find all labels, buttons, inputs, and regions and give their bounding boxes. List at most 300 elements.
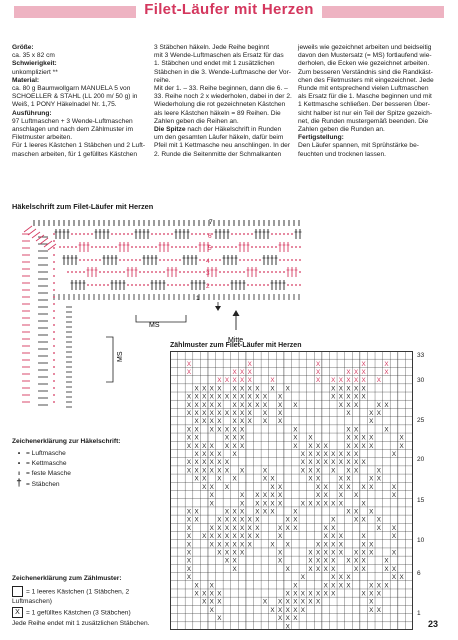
filled-square: X: [353, 508, 359, 516]
chain-mark: [223, 246, 225, 248]
filled-square: X: [353, 451, 359, 459]
chain-mark: [147, 246, 149, 248]
filled-square: X: [346, 434, 351, 442]
chain-mark: [79, 259, 81, 261]
filled-square: X: [209, 426, 214, 434]
filled-square: X: [217, 385, 222, 393]
filled-square: X: [399, 442, 404, 450]
chain-mark: [53, 282, 55, 284]
filled-square: X: [255, 500, 260, 508]
chain-mark: [243, 271, 245, 273]
chain-mark: [251, 259, 253, 261]
filled-square: X: [217, 533, 222, 541]
filled-square: X: [361, 434, 366, 442]
filled-square: X: [315, 590, 321, 598]
filled-square: X: [331, 582, 336, 590]
legend-item: [12, 459, 162, 469]
filled-square: X: [315, 459, 321, 467]
filled-square: X: [285, 385, 290, 393]
filled-square: X: [278, 410, 283, 418]
filled-square: X: [209, 533, 214, 541]
filled-square: X: [186, 401, 192, 409]
ms-label-horizontal: MS: [149, 322, 160, 329]
chain-mark: [163, 259, 165, 261]
filled-square: X: [232, 442, 237, 450]
chain-mark: [115, 246, 117, 248]
filled-square: X: [224, 533, 230, 541]
chain-mark: [53, 345, 55, 347]
chain-mark: [53, 394, 55, 396]
filled-square: X: [217, 516, 222, 524]
chain-mark: [271, 271, 273, 273]
row-label: 25: [417, 417, 425, 424]
chain-mark: [171, 246, 173, 248]
filled-square: X: [331, 533, 336, 541]
chain-stitch-icon: •: [17, 450, 21, 457]
filled-square: X: [202, 467, 207, 475]
chain-mark: [279, 271, 281, 273]
filled-square: X: [331, 565, 336, 573]
filled-square: X: [194, 590, 199, 598]
filled-square: X: [240, 467, 245, 475]
chain-mark: [53, 331, 55, 333]
filled-square: X: [384, 401, 389, 409]
pattern-grid-cells: [170, 351, 413, 630]
chain-mark: [53, 324, 55, 326]
filled-square: X: [361, 459, 366, 467]
row-label: 6: [417, 570, 421, 577]
chain-mark: [91, 284, 93, 286]
difficulty-value: unkompliziert **: [12, 68, 58, 76]
execution-line: anschlagen und nach dem Zählmuster im: [12, 126, 133, 134]
chain-mark: [83, 233, 85, 235]
filled-square: X: [194, 508, 199, 516]
filled-square: X: [331, 377, 336, 385]
filled-square: X: [202, 393, 207, 401]
chain-mark: [53, 359, 55, 361]
chain-mark: [53, 366, 55, 368]
chain-mark: [199, 233, 201, 235]
filled-square: X: [247, 410, 252, 418]
filled-square: X: [247, 418, 252, 426]
text-line: als Ersatz für die 1. Masche beginnen und mit: [298, 93, 432, 101]
filled-square: X: [338, 574, 343, 582]
chain-mark: [191, 246, 193, 248]
filled-square: X: [224, 541, 230, 549]
filled-square: X: [376, 606, 381, 614]
chain-mark: [123, 259, 125, 261]
filled-square: X: [209, 442, 214, 450]
chain-mark: [179, 259, 181, 261]
round-number: 6: [208, 233, 212, 240]
pattern-chart-title: Zählmuster zum Filet-Läufer mit Herzen: [170, 342, 302, 349]
chain-mark: [275, 271, 277, 273]
filled-square: X: [331, 459, 336, 467]
legend-note: Jede Reihe endet mit 1 zusätzlichen Stäbchen.: [12, 619, 150, 627]
slip-stitch-icon: •: [17, 460, 21, 467]
text-line: Zahlen geben die Reihen an.: [154, 117, 239, 125]
chain-mark: [53, 310, 55, 312]
filled-square: X: [353, 377, 359, 385]
chain-mark: [131, 259, 133, 261]
filled-square: X: [323, 459, 328, 467]
filled-square: X: [338, 451, 343, 459]
chain-mark: [191, 271, 193, 273]
chain-mark: [167, 233, 169, 235]
chain-mark: [71, 246, 73, 248]
chain-mark: [79, 271, 81, 273]
filled-square: X: [224, 524, 230, 532]
text-line: feuchten und trocknen lassen.: [298, 150, 386, 158]
chain-mark: [295, 246, 297, 248]
chain-mark: [267, 246, 269, 248]
chain-mark: [53, 247, 55, 249]
chain-mark: [111, 233, 113, 235]
chain-mark: [171, 259, 173, 261]
filled-square: X: [224, 426, 230, 434]
chain-mark: [255, 259, 257, 261]
text-line: derholen, die Ecken wie gezeichnet arbeiten.: [298, 60, 430, 68]
filled-square: X: [255, 533, 260, 541]
chain-mark: [211, 284, 213, 286]
filled-square: X: [186, 516, 192, 524]
filled-square: X: [323, 524, 328, 532]
filled-square: X: [240, 401, 245, 409]
filled-square: X: [391, 533, 397, 541]
filled-square: X: [186, 508, 192, 516]
filled-square: X: [376, 582, 381, 590]
filled-square: X: [186, 574, 192, 582]
filled-square: X: [346, 377, 351, 385]
execution-line: 97 Luftmaschen + 3 Wende-Luftmaschen: [12, 117, 133, 125]
row-label: 30: [417, 377, 425, 384]
filled-square: X: [240, 533, 245, 541]
page-number: 23: [428, 619, 439, 629]
chain-mark: [75, 271, 77, 273]
row-label: 33: [417, 352, 425, 359]
chain-mark: [99, 271, 101, 273]
chain-mark: [151, 233, 153, 235]
chain-mark: [275, 233, 277, 235]
filled-square: X: [186, 434, 192, 442]
chain-mark: [227, 271, 229, 273]
filled-square: X: [323, 590, 328, 598]
filled-square: X: [315, 475, 321, 483]
filled-square: X: [217, 590, 222, 598]
difficulty-label: Schwierigkeit:: [12, 60, 57, 68]
filled-square: X: [262, 492, 268, 500]
corner-stitch-mark: [24, 226, 32, 232]
chain-mark: [247, 233, 249, 235]
filled-square: X: [224, 393, 230, 401]
filled-square: X: [353, 434, 359, 442]
text-line: jeweils wie gezeichnet arbeiten und beidseitig: [298, 44, 432, 51]
filled-square: X: [209, 500, 214, 508]
filled-square: X: [353, 459, 359, 467]
chain-mark: [231, 246, 233, 248]
filled-square: X: [262, 410, 268, 418]
chain-mark: [203, 233, 205, 235]
filled-square: X: [186, 360, 192, 368]
text-line: um den gesamten Läufer häkeln, dafür beim: [154, 134, 284, 142]
filled-square: X: [247, 516, 252, 524]
chain-mark: [263, 271, 265, 273]
filled-square: X: [224, 483, 230, 491]
chain-mark: [119, 259, 121, 261]
filled-square: X: [361, 516, 366, 524]
chain-mark: [299, 284, 301, 286]
filled-square: X: [338, 549, 343, 557]
filled-square: X: [217, 418, 222, 426]
filled-square: X: [209, 606, 214, 614]
filled-square: X: [209, 492, 214, 500]
filled-square: X: [278, 483, 283, 491]
edging-label: Die Spitze: [154, 126, 186, 134]
filled-square: X: [202, 533, 207, 541]
filled-square: X: [194, 467, 199, 475]
filled-square: X: [232, 557, 237, 565]
filled-square: X: [293, 508, 298, 516]
filled-square: X: [323, 565, 328, 573]
chain-mark: [271, 246, 273, 248]
filled-square: X: [217, 426, 222, 434]
filled-square: X: [285, 565, 290, 573]
filled-square: X: [232, 475, 237, 483]
filled-square: X: [217, 393, 222, 401]
chain-mark: [53, 240, 55, 242]
filled-square: X: [186, 557, 192, 565]
filled-square: X: [240, 500, 245, 508]
filled-square: X: [353, 426, 359, 434]
chain-mark: [103, 246, 105, 248]
text-line: Zum besseren Verständnis sind die Randkäst-: [298, 68, 433, 76]
filled-square: X: [232, 516, 237, 524]
filled-square: X: [353, 549, 359, 557]
filled-square: X: [315, 360, 321, 368]
filled-square: X: [361, 541, 366, 549]
chain-mark: [231, 271, 233, 273]
filled-square: X: [232, 401, 237, 409]
filled-square: X: [247, 401, 252, 409]
filled-square: X: [186, 565, 192, 573]
double-crochet-icon: †: [16, 478, 22, 489]
filled-square: X: [278, 533, 283, 541]
chain-mark: [107, 271, 109, 273]
crochet-chart-title: Häkelschrift zum Filet-Läufer mit Herzen: [12, 202, 154, 211]
filled-square: X: [232, 385, 237, 393]
chain-mark: [123, 233, 125, 235]
filled-square: X: [194, 401, 199, 409]
empty-square-icon: [12, 586, 23, 597]
filled-square: X: [331, 590, 336, 598]
text-line: 33. Reihe noch 2 x wiederholen, dabei in der 2.: [154, 93, 292, 101]
chain-mark: [231, 233, 233, 235]
filled-square: X: [262, 475, 268, 483]
ms-bracket-horizontal: [136, 315, 186, 322]
chain-mark: [119, 233, 121, 235]
chain-mark: [155, 271, 157, 273]
filled-square: X: [376, 410, 381, 418]
chain-mark: [295, 259, 297, 261]
filled-square: X: [278, 598, 283, 606]
chain-mark: [291, 233, 293, 235]
chain-mark: [259, 259, 261, 261]
filled-square: X: [331, 393, 336, 401]
chain-mark: [187, 246, 189, 248]
chain-mark: [247, 284, 249, 286]
filled-square: X: [369, 606, 374, 614]
filled-square: X: [217, 598, 222, 606]
filled-square: X: [308, 442, 313, 450]
chain-mark: [63, 246, 65, 248]
filled-square: X: [315, 467, 321, 475]
filled-square: X: [285, 598, 290, 606]
filled-square: X: [209, 401, 214, 409]
filled-square: X: [376, 467, 381, 475]
material-label: Material:: [12, 76, 40, 84]
round-number: 5: [208, 245, 212, 252]
chain-mark: [53, 233, 55, 235]
chain-mark: [107, 246, 109, 248]
chain-mark: [131, 233, 133, 235]
chain-mark: [299, 259, 301, 261]
filled-square: X: [369, 483, 374, 491]
chain-mark: [53, 303, 55, 305]
text-column-1: [12, 44, 148, 159]
filled-square: X: [209, 385, 214, 393]
filled-square: X: [202, 401, 207, 409]
filled-square: X: [300, 606, 305, 614]
filled-square: X: [323, 442, 328, 450]
filled-square: X: [376, 377, 381, 385]
chain-mark: [223, 271, 225, 273]
chain-mark: [239, 259, 241, 261]
chain-mark: [103, 284, 105, 286]
chain-mark: [155, 233, 157, 235]
chain-mark: [147, 284, 149, 286]
legend-text: = Stäbchen: [26, 481, 60, 488]
filled-square: X: [247, 524, 252, 532]
filled-square: X: [217, 541, 222, 549]
filled-square: X: [300, 574, 305, 582]
filled-square: X: [224, 467, 230, 475]
filled-square: X: [338, 541, 343, 549]
chain-mark: [175, 246, 177, 248]
filled-square: X: [285, 623, 290, 630]
filled-square: X: [278, 418, 283, 426]
filled-square: X: [240, 516, 245, 524]
chain-mark: [103, 271, 105, 273]
row-label: 20: [417, 456, 425, 463]
text-line: 1 Kettmasche schließen. Der besseren Über-: [298, 101, 430, 109]
row-label: 10: [417, 537, 425, 544]
filled-square: X: [384, 368, 389, 376]
chain-mark: [291, 259, 293, 261]
text-line: sicht halber ist nur ein Teil der Spitze gezeich-: [298, 109, 433, 117]
filled-square: X: [331, 451, 336, 459]
filled-square: X: [293, 516, 298, 524]
filled-square: X: [255, 516, 260, 524]
material-line: SCHOELLER & STAHL (LL 200 m/ 50 g) in: [12, 93, 138, 101]
filled-square: X: [217, 451, 222, 459]
filled-square: X: [399, 574, 404, 582]
filled-square: X: [369, 582, 374, 590]
corner-stitch-mark: [36, 235, 44, 241]
filled-square: X: [361, 360, 366, 368]
filled-square: X: [293, 606, 298, 614]
legend-text: = 1 leeres Kästchen (1 Stäbchen, 2 Luftmaschen): [12, 588, 130, 606]
chain-mark: [219, 284, 221, 286]
filled-square: X: [346, 385, 351, 393]
chain-mark: [203, 259, 205, 261]
chain-mark: [263, 284, 265, 286]
filled-square: X: [346, 475, 351, 483]
filled-square: X: [391, 492, 397, 500]
chain-mark: [71, 271, 73, 273]
filled-square: X: [346, 442, 351, 450]
filled-square: X: [361, 368, 366, 376]
chain-mark: [259, 271, 261, 273]
filled-square: X: [300, 598, 305, 606]
chain-mark: [259, 284, 261, 286]
filled-square: X: [346, 451, 351, 459]
chain-mark: [111, 271, 113, 273]
filled-square: X: [331, 500, 336, 508]
filled-square: X: [323, 500, 328, 508]
chain-mark: [299, 271, 301, 273]
execution-line: maschen arbeiten, für 1 gefülltes Kästchen: [12, 150, 137, 158]
filled-square: X: [278, 557, 283, 565]
filled-square: X: [346, 401, 351, 409]
filled-square: X: [353, 492, 359, 500]
filled-square: X: [353, 393, 359, 401]
filled-square: X: [346, 582, 351, 590]
filled-square: X: [270, 500, 275, 508]
center-label: Mitte: [228, 337, 244, 344]
corner-stitch-mark: [28, 229, 36, 235]
filled-square: X: [346, 508, 351, 516]
filled-square: X: [331, 467, 336, 475]
filled-square: X: [217, 615, 222, 623]
chain-mark: [99, 259, 101, 261]
chain-mark: [243, 259, 245, 261]
filled-square: X: [224, 557, 230, 565]
chain-mark: [227, 284, 229, 286]
filled-square: X: [255, 508, 260, 516]
filled-square: X: [293, 590, 298, 598]
filled-square: X: [186, 393, 192, 401]
filled-square: X: [338, 385, 343, 393]
chain-mark: [279, 259, 281, 261]
filled-square-icon: X: [12, 607, 23, 618]
filled-square: X: [224, 410, 230, 418]
chain-mark: [95, 246, 97, 248]
filled-square: X: [361, 385, 366, 393]
filled-square: X: [194, 410, 199, 418]
filled-square: X: [353, 368, 359, 376]
filled-square: X: [240, 410, 245, 418]
filled-square: X: [315, 451, 321, 459]
chain-mark: [53, 401, 55, 403]
filled-square: X: [391, 451, 397, 459]
chain-mark: [291, 246, 293, 248]
chain-mark: [159, 233, 161, 235]
filled-square: X: [338, 483, 343, 491]
chain-mark: [95, 284, 97, 286]
chain-mark: [67, 271, 69, 273]
filled-square: X: [308, 459, 313, 467]
chain-mark: [215, 259, 217, 261]
